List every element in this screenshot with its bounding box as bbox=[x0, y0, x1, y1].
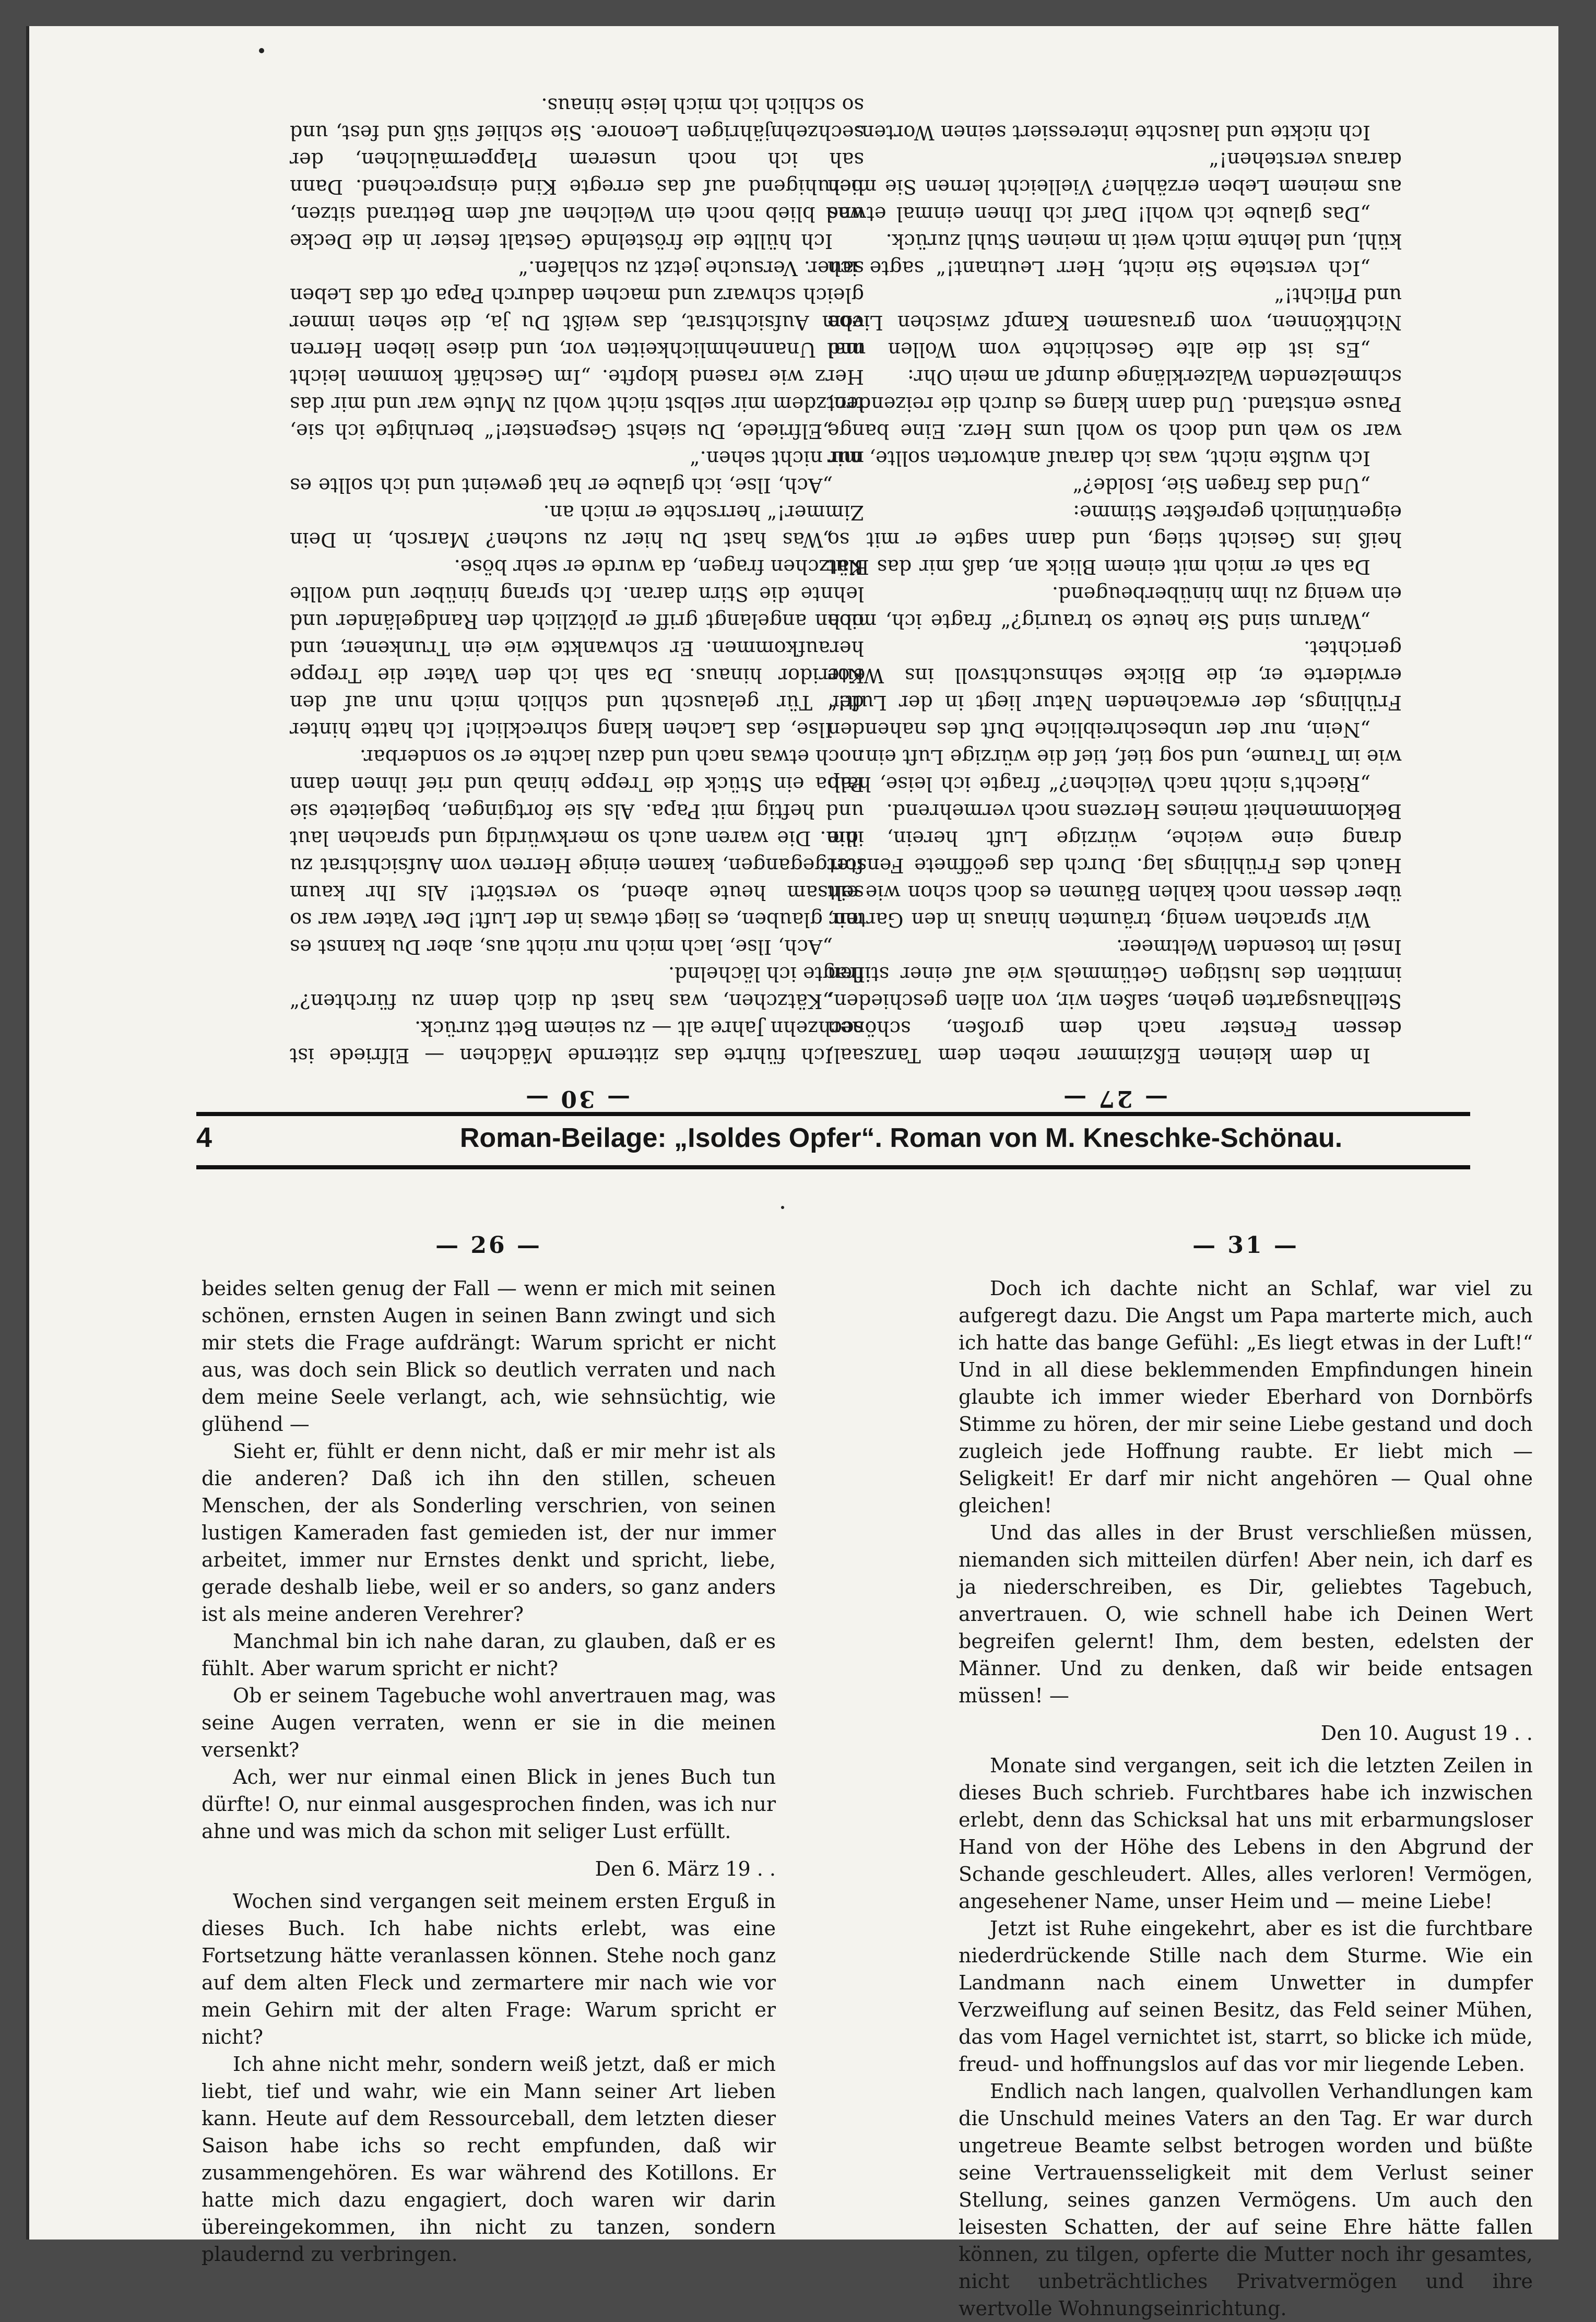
paragraph: beides selten genug der Fall — wenn er mich mit seinen schönen, ernsten Augen in seinen Bann zwingt und sich mir stets die Frage aufdrängt: Warum spricht er nicht aus, was doch sein Blick so deutlich verraten und nach dem meine Seele verlangt, ach, wie sehnsüchtig, wie glühend — bbox=[202, 1277, 776, 1436]
paragraph: „Warum sind Sie heute so traurig?“ fragte ich, mich ein wenig zu ihm hinüberbeugend. bbox=[827, 583, 1402, 633]
page-30-text bbox=[290, 92, 864, 1069]
page-30-column bbox=[290, 92, 864, 1112]
paragraph: Ich wußte nicht, was ich darauf antworten sollte, mir war so weh und doch so wohl ums Herz. Eine bange Pause entstand. Und dann klang es durch die reizenden, schmelzenden Walzerklänge dumpf an mein Ohr: bbox=[827, 365, 1402, 470]
paragraph: „Ach, Ilse, ich glaube er hat geweint und ich sollte es nur nicht sehen.“ bbox=[290, 447, 864, 497]
header-rule-top bbox=[196, 1112, 1470, 1116]
paragraph: Doch ich dachte nicht an Schlaf, war viel zu aufgeregt dazu. Die Angst um Papa marterte mich, auch ich hatte das bange Gefühl: „Es liegt etwas in der Luft!“ Und in all diese beklemmenden Empfindungen hinein glaubte ich immer wieder Eberhard von Dornbörfs Stimme zu hören, der mir seine Liebe gestand und doch zugleich jede Hoffnung raubte. Er liebt mich — Seligkeit! Er darf mir nicht angehören — Qual ohne gleichen! bbox=[959, 1277, 1533, 1517]
paragraph: Ich nickte und lauschte interessiert seinen Worten. bbox=[855, 121, 1370, 144]
paragraph: Endlich nach langen, qualvollen Verhandlungen kam die Unschuld meines Vaters an den Tag. Er war durch ungetreue Beamte selbst betrogen worden und büßte seine Vertrauensseligkeit mit dem Verlust seiner Stellung, seines ganzen Vermögens. Um auch den leisesten Schatten, der auf seine Ehre hätte fallen können, zu tilgen, opferte die Mutter noch ihr gesamtes, nicht unbeträchtliches Privatvermögen und ihre wertvolle Wohnungseinrichtung. bbox=[959, 2080, 1533, 2320]
newspaper-page bbox=[26, 26, 1558, 2320]
paragraph: Ich ahne nicht mehr, sondern weiß jetzt, daß er mich liebt, tief und wahr, wie ein Mann seiner Art lieben kann. Heute auf dem Ressourceball, dem letzten dieser Saison habe ichs so recht empfunden, daß wir zusammengehören. Es war während des Kotillons. Er hatte mich dazu engagiert, doch waren wir darin übereingekommen, ihn nicht zu tanzen, sondern plaudernd zu verbringen. bbox=[202, 2053, 776, 2266]
paragraph: „Das glaube ich wohl! Darf ich Ihnen einmal etwas aus meinem Leben erzählen? Vielleicht lernen Sie mich daraus verstehen!“ bbox=[827, 148, 1402, 226]
paragraph: „Und das fragen Sie, Isolde?“ bbox=[1072, 474, 1370, 497]
paragraph: Wochen sind vergangen seit meinem ersten Erguß in dieses Buch. Ich habe nichts erlebt, was eine Fortsetzung hätte veranlassen können. Stehe noch ganz auf dem alten Fleck und zermartere mir nach wie vor mein Gehirn mit der alten Frage: Warum spricht er nicht? bbox=[202, 1890, 776, 2048]
paragraph: „Ach, Ilse, lach mich nur nicht aus, aber Du kannst es mir glauben, es liegt etwas in der Luft! Der Vater war so seltsam heute abend, so verstört! Als Ihr kaum fortgegangen, kamen einige Herren vom Aufsichtsrat zu ihm. Die waren auch so merkwürdig und sprachen laut und heftig mit Papa. Als sie fortgingen, begleitete sie Papa ein Stück die Treppe hinab und rief ihnen dann noch etwas nach und dazu lachte er so sonderbar. bbox=[290, 745, 864, 958]
entry-date: Den 6. März 19 . . bbox=[595, 1857, 776, 1880]
print-speck bbox=[259, 48, 264, 53]
paragraph: Ich führte das zitternde Mädchen — Elfriede ist sechzehn Jahre alt — zu seinem Bett zurück. bbox=[290, 1017, 864, 1067]
paragraph: Da sah er mich mit einem Blick an, daß mir das Blut heiß ins Gesicht stieg, und dann sagte er mit so eigentümlich gepreßter Stimme: bbox=[827, 501, 1402, 578]
page-number: — 30 — bbox=[524, 1085, 630, 1112]
page-31-text bbox=[959, 1275, 1533, 2322]
paragraph: „Kätzchen, was hast du dich denn zu fürchten?“ fragte ich lächelnd. bbox=[290, 963, 864, 1013]
paragraph: „Es ist die alte Geschichte vom Wollen und Nichtkönnen, vom grausamen Kampf zwischen Liebe und Pflicht!“ bbox=[827, 284, 1402, 361]
upright-lower-half bbox=[29, 1138, 1558, 2320]
paragraph: „Elfriede, Du siehst Gespenster!“ beruhigte ich sie, trotzdem mir selbst nicht wohl zu Mute war und mir das Herz wie rasend klopfte. „Im Geschäft kommen leicht mal Unannehmlichkeiten vor, und diese lieben Herren vom Aufsichtsrat, das weißt Du ja, die sehen immer gleich schwarz und machen dadurch Papa oft das Leben sauer. Versuche jetzt zu schlafen.“ bbox=[290, 257, 864, 443]
page-27-column bbox=[827, 119, 1402, 1112]
page-27-text bbox=[827, 119, 1402, 1069]
paragraph: Monate sind vergangen, seit ich die letzten Zeilen in dieses Buch schrieb. Furchtbares habe ich inzwischen erlebt, denn das Schicksal hat uns mit erbarmungsloser Hand von der Höhe des Lebens in den Abgrund der Schande geschleudert. Alles, alles verloren! Vermögen, angesehener Name, unser Heim und — meine Liebe! bbox=[959, 1754, 1533, 1913]
paragraph: Ich hüllte die fröstelnde Gestalt fester in die Decke und blieb noch ein Weilchen auf dem Bettrand sitzen, beruhigend auf das erregte Kind einsprechend. Dann sah ich noch unserem Plappermäulchen, der sechzehnjährigen Leonore. Sie schlief süß und fest, und so schlich ich mich leise hinaus. bbox=[290, 94, 864, 253]
supplement-title: Roman-Beilage: „Isoldes Opfer“. Roman von M. Kneschke-Schönau. bbox=[459, 1123, 1343, 1153]
page-number: — 26 — bbox=[435, 1232, 542, 1259]
paragraph: Jetzt ist Ruhe eingekehrt, aber es ist die furchtbare niederdrückende Stille nach dem Sturme. Wie ein Landmann nach einem Unwetter in dumpfer Verzweiflung auf seinen Besitz, das Feld seiner Mühen, das vom Hagel vernichtet ist, starrt, so blicke ich müde, freud- und hoffnungslos auf das vor mir liegende Leben. bbox=[959, 1917, 1533, 2076]
paragraph: „Ich verstehe Sie nicht, Herr Leutnant!“ sagte ich kühl, und lehnte mich weit in meinen Stuhl zurück. bbox=[827, 230, 1402, 280]
paragraph: Und das alles in der Brust verschließen müssen, niemanden sich mitteilen dürfen! Aber nein, ich darf es ja niederschreiben, es Dir, geliebtes Tagebuch, anvertrauen. O, wie schnell habe ich Deinen Wert begreifen gelernt! Ihm, dem besten, edelsten der Männer. Und zu denken, daß wir beide entsagen müssen! — bbox=[959, 1521, 1533, 1707]
paragraph: Ob er seinem Tagebuche wohl anvertrauen mag, was seine Augen verraten, wenn er sie in die meinen versenkt? bbox=[202, 1684, 776, 1761]
page-31-column bbox=[959, 1232, 1533, 2322]
paragraph: „Nein, nur der unbeschreibliche Duft des nahenden Frühlings, der erwachenden Natur liegt in der Luft!“ erwiderte er, die Blicke sehnsuchtsvoll ins Weite gerichtet. bbox=[827, 637, 1402, 741]
paragraph: „Riecht's nicht nach Veilchen?“ fragte ich leise, halb wie im Traume, und sog tief, tief die würzige Luft ein. bbox=[827, 745, 1402, 796]
page-number: — 27 — bbox=[1061, 1085, 1168, 1112]
paragraph: Sieht er, fühlt er denn nicht, daß er mir mehr ist als die anderen? Daß ich ihn den stillen, scheuen Menschen, der als Sonderling verschrien, von seinen lustigen Kameraden fast gemieden ist, der nur immer arbeitet, immer nur Ernstes denkt und spricht, liebe, gerade deshalb liebe, weil er so anders, so ganz anders ist als meine anderen Verehrer? bbox=[202, 1440, 776, 1626]
paragraph: Manchmal bin ich nahe daran, zu glauben, daß er es fühlt. Aber warum spricht er nicht? bbox=[202, 1630, 776, 1680]
page-26-column bbox=[202, 1232, 776, 2268]
entry-date: Den 10. August 19 . . bbox=[1320, 1722, 1533, 1745]
page-number: — 31 — bbox=[1192, 1232, 1299, 1259]
paragraph: Ilse, das Lachen klang schrecklich! Ich hatte hinter der Tür gelauscht und schlich mich nun auf den Korridor hinaus. Da sah ich den Vater die Treppe heraufkommen. Er schwankte wie ein Trunkener, und oben angelangt griff er plötzlich den Randgeländer und lehnte die Stirn daran. Ich sprang hinüber und wollte Kätzchen fragen, da wurde er sehr böse. bbox=[290, 555, 864, 741]
upside-down-upper-half bbox=[29, 26, 1558, 1133]
paragraph: Wir sprachen wenig, träumten hinaus in den Garten, über dessen noch kahlen Bäumen es doch schon wie ein Hauch des Frühlings lag. Durch das geöffnete Fenster drang eine weiche, würzige Luft herein, die Beklommenheit meines Herzens noch vermehrend. bbox=[827, 800, 1402, 931]
page-26-text bbox=[202, 1275, 776, 2268]
print-speck bbox=[781, 1206, 784, 1209]
paragraph: Ach, wer nur einmal einen Blick in jenes Buch tun dürfte! O, nur einmal ausgesprochen finden, was ich nur ahne und was mich da schon mit seliger Lust erfüllt. bbox=[202, 1766, 776, 1843]
paragraph: „Was hast Du hier zu suchen? Marsch, in Dein Zimmer!“ herrschte er mich an. bbox=[290, 501, 864, 551]
paragraph: In dem kleinen Eßzimmer neben dem Tanzsaal, dessen Fenster nach dem großen, schönen Stellhausgarten gehen, saßen wir, von allen geschieden, inmitten des lustigen Getümmels wie auf einer stillen Insel im tosenden Weltmeer. bbox=[827, 935, 1402, 1067]
issue-number: 4 bbox=[196, 1122, 212, 1153]
